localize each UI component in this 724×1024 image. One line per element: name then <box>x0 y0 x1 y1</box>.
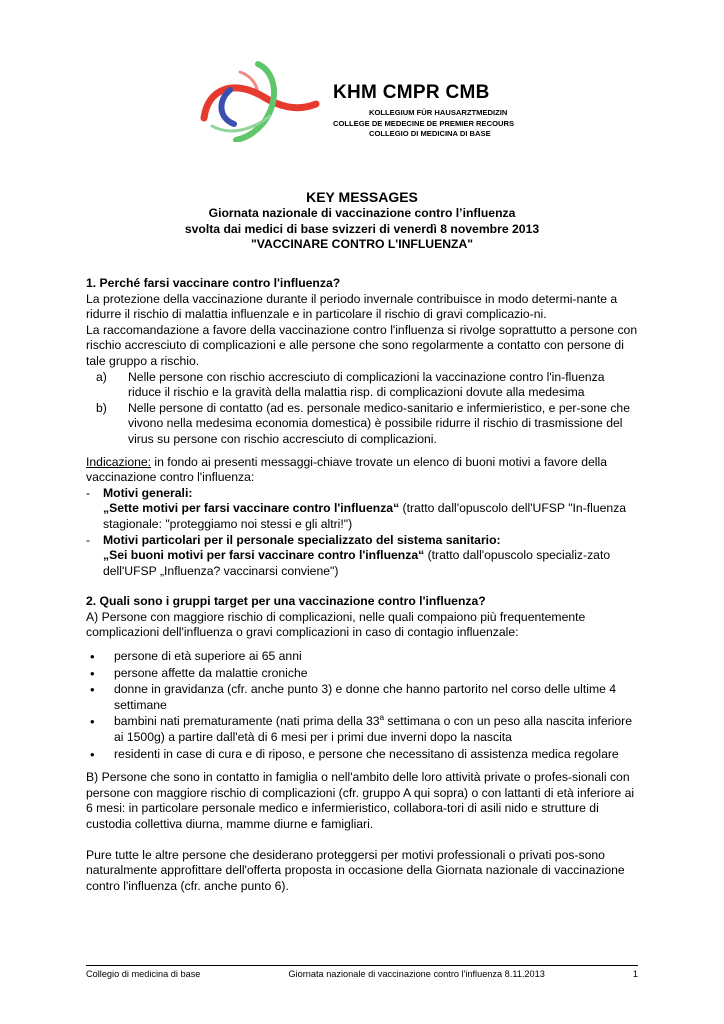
document-body <box>86 276 638 894</box>
header-line-2: svolta dai medici di base svizzeri di venerdì 8 novembre 2013 <box>184 221 540 236</box>
college-logo-icon <box>200 60 320 142</box>
footer-center: Giornata nazionale di vaccinazione contro l'influenza 8.11.2013 <box>288 969 545 979</box>
list-item <box>86 747 638 763</box>
document-header <box>86 188 638 253</box>
header-line-1: Giornata nazionale di vaccinazione contro l’influenza <box>208 206 516 220</box>
list-text: persone affette da malattie croniche <box>114 665 308 680</box>
bullet-marker: • <box>90 649 95 665</box>
list-text: Nelle persone di contatto (ad es. personale medico-sanitario e infermieristico, e per-sone che vivono nella medesima economia domestica) è possibile ridurre il rischio di trasmissione del virus su persone con rischio accresciuto di complicazioni. <box>128 400 630 446</box>
bullet-marker: • <box>90 746 95 762</box>
section-2-heading: 2. Quali sono i gruppi target per una vaccinazione contro l'influenza? <box>86 594 486 609</box>
group-a-paragraph: A) Persone con maggiore rischio di complicazioni, nelle quali compaiono più frequentemente complicazioni dell'influenza o gravi complicazioni in caso di contagio influenzale: <box>86 609 586 640</box>
list-item <box>86 401 638 448</box>
section-1-paragraph-2: La raccomandazione a favore della vaccinazione contro l'influenza si rivolge soprattutto a persone con rischio accresciuto di complicazioni e alle persone che sono regolarmente a contatto con persone di tale gruppo a rischio. <box>86 322 638 368</box>
org-line-it: COLLEGIO DI MEDICINA DI BASE <box>369 129 491 138</box>
reason-source: (tratto dall'opuscolo dell'UFSP "In-fluenza stagionale: "proteggiamo noi stessi e gli altri!") <box>103 501 627 531</box>
list-item <box>86 666 638 682</box>
dash-marker: - <box>86 532 91 547</box>
org-block <box>333 82 514 140</box>
section-1-paragraph-1: La protezione della vaccinazione durante il periodo invernale contribuisce in modo determi-nante a ridurre il rischio di malattia influenzale e in particolare il rischio di gravi complicazio-ni. <box>86 291 618 322</box>
list-text: donne in gravidanza (cfr. anche punto 3) e donne che hanno partorito nel corso delle ultime 4 settimane <box>114 682 617 712</box>
reason-title: Motivi generali: <box>103 485 193 500</box>
reason-item <box>86 486 638 533</box>
reason-title: Motivi particolari per il personale specializzato del sistema sanitario: <box>103 532 501 547</box>
dash-marker: - <box>86 485 91 500</box>
document-kicker: KEY MESSAGES <box>306 189 418 205</box>
group-b-paragraph: B) Persone che sono in contatto in famiglia o nell'ambito delle loro attività private o profes-sionali con persone con maggiore rischio di complicazioni (cfr. gruppo A qui sopra) o con lattanti di età inferiore ai 6 mesi: in particolare personale medico e infermieristico, collabora-tori di asili nido e strutture di custodia collettiva diurna, mamme diurne e famigliari. <box>86 770 635 831</box>
list-item <box>86 649 638 665</box>
page-number: 1 <box>632 969 638 979</box>
list-text: bambini nati prematuramente (nati prima della 33$^a$ settimana o con un peso alla nascita inferiore ai 1500g) a partire dall'età di 6 mesi per i primi due inverni dopo la nascita <box>114 713 632 745</box>
reason-source-title: „Sei buoni motivi per farsi vaccinare contro l'influenza“ <box>103 548 425 563</box>
list-item <box>86 714 638 745</box>
reason-item <box>86 533 638 580</box>
bullet-marker: • <box>90 665 95 681</box>
indication-text: in fondo ai presenti messaggi-chiave trovate un elenco di buoni motivi a favore della vaccinazione contro l'influenza: <box>86 454 607 485</box>
page-footer <box>86 965 638 979</box>
others-paragraph: Pure tutte le altre persone che desiderano proteggersi per motivi professionali o privati pos-sono naturalmente approfittare dell'offerta proposta in occasione della Giornata nazionale di vaccinazione contro l'influenza (cfr. anche punto 6). <box>86 847 625 893</box>
list-text: residenti in case di cura e di riposo, e persone che necessitano di assistenza medica regolare <box>114 746 619 761</box>
list-text: persone di età superiore ai 65 anni <box>114 649 302 664</box>
bullet-marker: • <box>90 682 95 698</box>
header-line-3: "VACCINARE CONTRO L'INFLUENZA" <box>250 237 474 251</box>
section-1-heading: 1. Perché farsi vaccinare contro l'influenza? <box>86 276 341 290</box>
list-text: Nelle persone con rischio accresciuto di complicazioni la vaccinazione contro l'in-fluenza riduce il rischio e la gravità della malattia risp. di complicazioni dovute alla medesima <box>128 369 605 400</box>
bullet-marker: • <box>90 714 95 730</box>
reason-source: (tratto dall'opuscolo specializ-zato dell'UFSP „Influenza? vaccinarsi conviene") <box>103 548 611 578</box>
reason-source-title: „Sette motivi per farsi vaccinare contro l'influenza“ <box>103 501 400 516</box>
list-item <box>86 682 638 713</box>
org-line-de: KOLLEGIUM FÜR HAUSARZTMEDIZIN <box>369 108 508 117</box>
org-line-fr: COLLEGE DE MEDECINE DE PREMIER RECOURS <box>333 118 515 128</box>
indication-label: Indicazione: <box>86 454 152 469</box>
list-marker: b) <box>96 400 107 415</box>
org-name: KHM CMPR CMB <box>333 82 490 103</box>
list-item <box>86 370 638 401</box>
footer-left: Collegio di medicina di base <box>86 969 201 979</box>
indication-paragraph <box>86 455 638 486</box>
list-marker: a) <box>96 369 107 384</box>
